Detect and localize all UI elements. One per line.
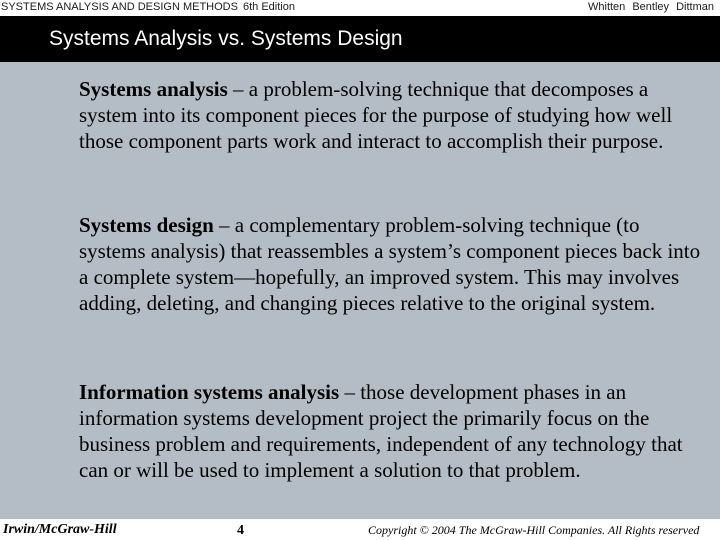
footer <box>0 519 720 540</box>
definition-systems-design <box>79 212 704 316</box>
title-bar <box>0 16 720 62</box>
book-title-group <box>1 1 295 13</box>
definition-text: – a complementary problem-solving technique (to systems analysis) that reassembles a system’s component pieces back into a complete system—hopefully, an improved system. This may involves adding, deleting, and changing pieces relative to the original system. <box>79 213 701 315</box>
definition-text: – a problem-solving technique that decomposes a system into its component pieces for the purpose of studying how well those component parts work and interact to accomplish their purpose. <box>79 77 673 153</box>
term: Systems design <box>79 213 214 237</box>
definition-text: – those development phases in an information systems development project the primarily focus on the business problem and requirements, independent of any technology that can or will be used to implement a solution to that problem. <box>79 380 683 482</box>
publisher-label: Irwin/McGraw-Hill <box>3 522 117 537</box>
page-number: 4 <box>237 523 244 538</box>
authors-label: Whitten Bentley Dittman <box>588 1 714 13</box>
copyright-notice: Copyright © 2004 The McGraw-Hill Companies. All Rights reserved <box>368 523 700 537</box>
term: Information systems analysis <box>79 380 340 404</box>
term: Systems analysis <box>79 77 228 101</box>
definition-systems-analysis <box>79 76 704 154</box>
book-title: SYSTEMS ANALYSIS AND DESIGN METHODS <box>1 1 238 13</box>
edition-label: 6th Edition <box>242 1 295 13</box>
definition-information-systems-analysis <box>79 379 704 483</box>
running-header <box>0 0 720 16</box>
slide-title: Systems Analysis vs. Systems Design <box>49 27 403 50</box>
